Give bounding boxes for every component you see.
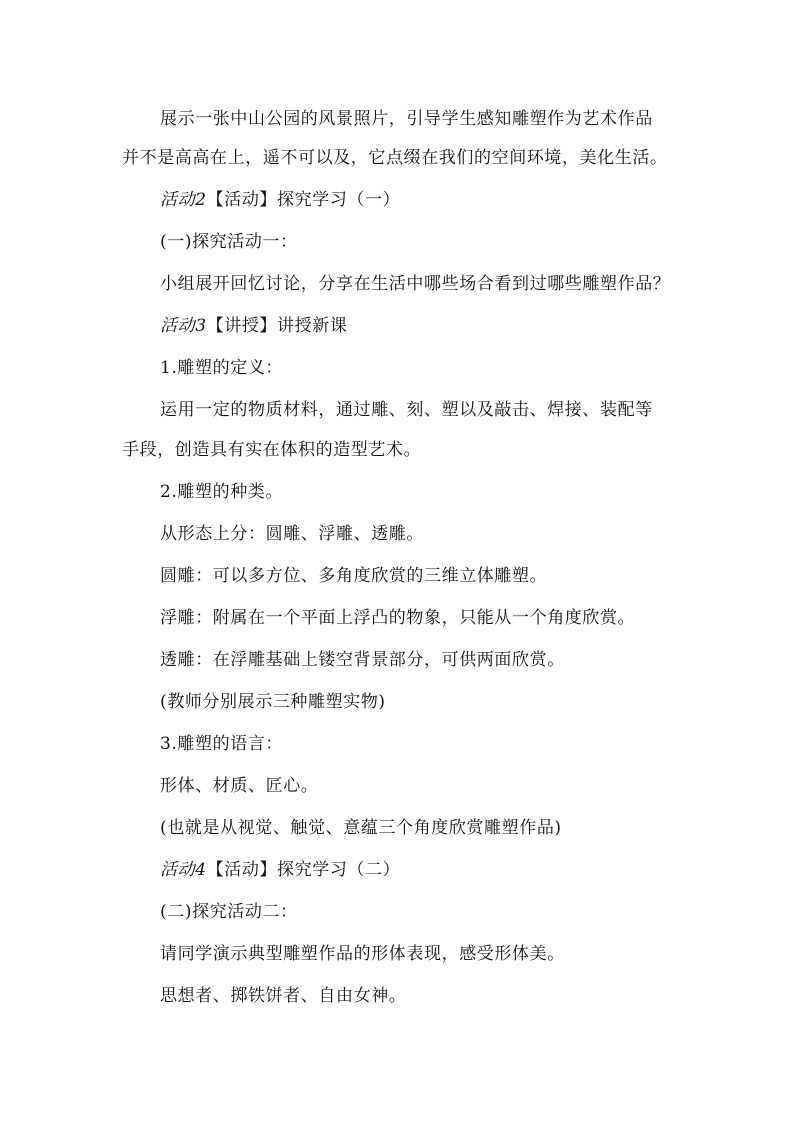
paragraph-text: 运用一定的物质材料，通过雕、刻、塑以及敲击、焊接、装配等 [160, 400, 653, 420]
paragraph-text: 并不是高高在上，遥不可以及，它点缀在我们的空间环境，美化生活。 [122, 148, 668, 168]
example-works-text [160, 985, 406, 1007]
definition-line1 [160, 399, 653, 421]
activity-title: 【活动】探究学习（一） [206, 190, 401, 210]
teacher-demo-note [160, 691, 386, 713]
paragraph-text: (也就是从视觉、触觉、意蕴三个角度欣赏雕塑作品) [160, 818, 562, 838]
activity-number: 活动3 [160, 316, 207, 336]
paragraph-intro-line2 [122, 147, 668, 169]
paragraph-text: (一)探究活动一： [160, 232, 298, 252]
exploration-1-heading [160, 231, 298, 253]
paragraph-text: 展示一张中山公园的风景照片，引导学生感知雕塑作为艺术作品 [160, 109, 653, 129]
activity-3-heading [160, 315, 347, 337]
paragraph-text: 形体、材质、匠心。 [160, 776, 319, 796]
paragraph-intro-line1 [160, 108, 653, 130]
paragraph-text: 透雕：在浮雕基础上镂空背景部分，可供两面欣赏。 [160, 650, 565, 670]
activity-title: 【活动】探究学习（二） [206, 860, 401, 880]
types-by-form [160, 523, 424, 545]
paragraph-text: 小组展开回忆讨论，分享在生活中哪些场合看到过哪些雕塑作品？ [160, 274, 671, 294]
language-elements [160, 775, 318, 797]
openwork-sculpture-text [160, 649, 565, 671]
paragraph-text: 从形态上分：圆雕、浮雕、透雕。 [160, 524, 424, 544]
section-types-heading [160, 481, 283, 503]
paragraph-text: 浮雕：附属在一个平面上浮凸的物象，只能从一个角度欣赏。 [160, 608, 636, 628]
paragraph-text: 圆雕：可以多方位、多角度欣赏的三维立体雕塑。 [160, 566, 548, 586]
activity-4-heading [160, 859, 400, 881]
paragraph-text: (教师分别展示三种雕塑实物) [160, 692, 386, 712]
relief-sculpture-text [160, 607, 635, 629]
section-language-heading [160, 733, 283, 755]
paragraph-text: 手段，创造具有实在体积的造型艺术。 [122, 440, 422, 460]
language-note [160, 817, 562, 839]
definition-line2 [122, 439, 421, 461]
section-definition-heading [160, 357, 283, 379]
demo-instruction-text [160, 943, 565, 965]
round-sculpture-text [160, 565, 547, 587]
paragraph-text: 请同学演示典型雕塑作品的形体表现，感受形体美。 [160, 944, 565, 964]
paragraph-text: 3.雕塑的语言： [160, 734, 284, 754]
activity-number: 活动2 [160, 190, 207, 210]
paragraph-text: 2.雕塑的种类。 [160, 482, 284, 502]
activity-number: 活动4 [160, 860, 207, 880]
paragraph-text: (二)探究活动二： [160, 902, 298, 922]
group-discussion-text [160, 273, 670, 295]
exploration-2-heading [160, 901, 298, 923]
paragraph-text: 1.雕塑的定义： [160, 358, 284, 378]
paragraph-text: 思想者、掷铁饼者、自由女神。 [160, 986, 407, 1006]
activity-2-heading [160, 189, 400, 211]
activity-title: 【讲授】讲授新课 [206, 316, 348, 336]
